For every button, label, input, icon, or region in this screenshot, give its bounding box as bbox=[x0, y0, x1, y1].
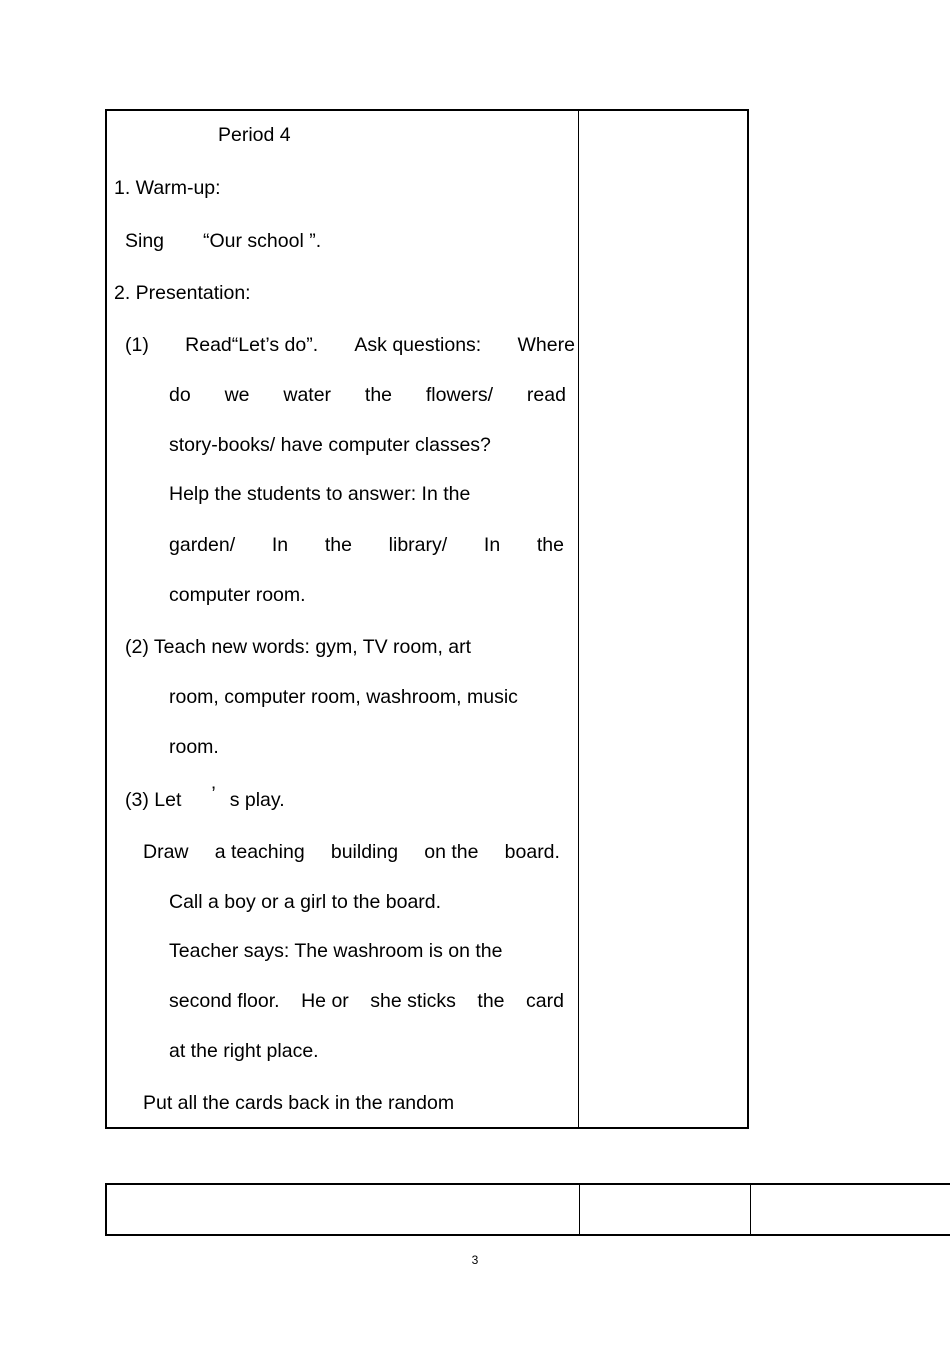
word: Draw bbox=[143, 841, 189, 863]
word: library/ bbox=[388, 534, 448, 556]
word: she sticks bbox=[370, 990, 456, 1012]
step1-line6: computer room. bbox=[169, 584, 306, 606]
step2-line3: room. bbox=[169, 736, 219, 758]
word: Ask questions: bbox=[354, 334, 482, 356]
word: second floor. bbox=[169, 990, 280, 1012]
step1-line1 bbox=[125, 333, 575, 357]
word: s play. bbox=[229, 789, 285, 811]
word: the bbox=[324, 534, 352, 556]
step1-line5 bbox=[169, 533, 564, 557]
page-number: 3 bbox=[471, 1253, 479, 1267]
word: water bbox=[283, 384, 332, 406]
word: Read“Let’s do”. bbox=[185, 334, 319, 356]
step1-line2 bbox=[169, 383, 566, 407]
next-table bbox=[105, 1183, 950, 1236]
step3-line6: at the right place. bbox=[169, 1040, 319, 1062]
word: read bbox=[526, 384, 566, 406]
word: flowers/ bbox=[425, 384, 494, 406]
column-divider bbox=[579, 1185, 580, 1234]
word: garden/ bbox=[169, 534, 236, 556]
word: a teaching bbox=[214, 841, 305, 863]
apostrophe: ’ bbox=[211, 783, 216, 805]
step2-line1: (2) Teach new words: gym, TV room, art bbox=[125, 636, 472, 658]
word: on the bbox=[424, 841, 479, 863]
period-title: Period 4 bbox=[218, 124, 291, 146]
column-divider bbox=[750, 1185, 751, 1234]
step2-line2: room, computer room, washroom, music bbox=[169, 686, 518, 708]
word: board. bbox=[504, 841, 560, 863]
presentation-heading: 2. Presentation: bbox=[114, 282, 251, 304]
word: the bbox=[477, 990, 505, 1012]
word: the bbox=[536, 534, 564, 556]
word: In bbox=[271, 534, 289, 556]
step3-line2 bbox=[143, 840, 560, 864]
warmup-song: “Our school ”. bbox=[203, 230, 322, 252]
word: Where bbox=[517, 334, 575, 356]
word: (3) Let bbox=[125, 789, 182, 811]
word: building bbox=[330, 841, 399, 863]
step3-line1 bbox=[125, 783, 285, 812]
word: He or bbox=[301, 990, 349, 1012]
word: (1) bbox=[125, 334, 149, 356]
warmup-sing: Sing bbox=[125, 230, 165, 252]
word: In bbox=[483, 534, 501, 556]
word: we bbox=[224, 384, 250, 406]
word: do bbox=[169, 384, 191, 406]
lesson-table bbox=[105, 109, 749, 1129]
column-divider bbox=[578, 111, 579, 1127]
step3-line7: Put all the cards back in the random bbox=[143, 1092, 455, 1114]
warmup-heading: 1. Warm-up: bbox=[114, 177, 221, 199]
step1-line4: Help the students to answer: In the bbox=[169, 483, 471, 505]
step3-line4: Teacher says: The washroom is on the bbox=[169, 940, 503, 962]
word: the bbox=[364, 384, 393, 406]
step3-line3: Call a boy or a girl to the board. bbox=[169, 891, 442, 913]
word: card bbox=[526, 990, 564, 1012]
step1-line3: story-books/ have computer classes? bbox=[169, 434, 491, 456]
step3-line5 bbox=[169, 989, 564, 1013]
